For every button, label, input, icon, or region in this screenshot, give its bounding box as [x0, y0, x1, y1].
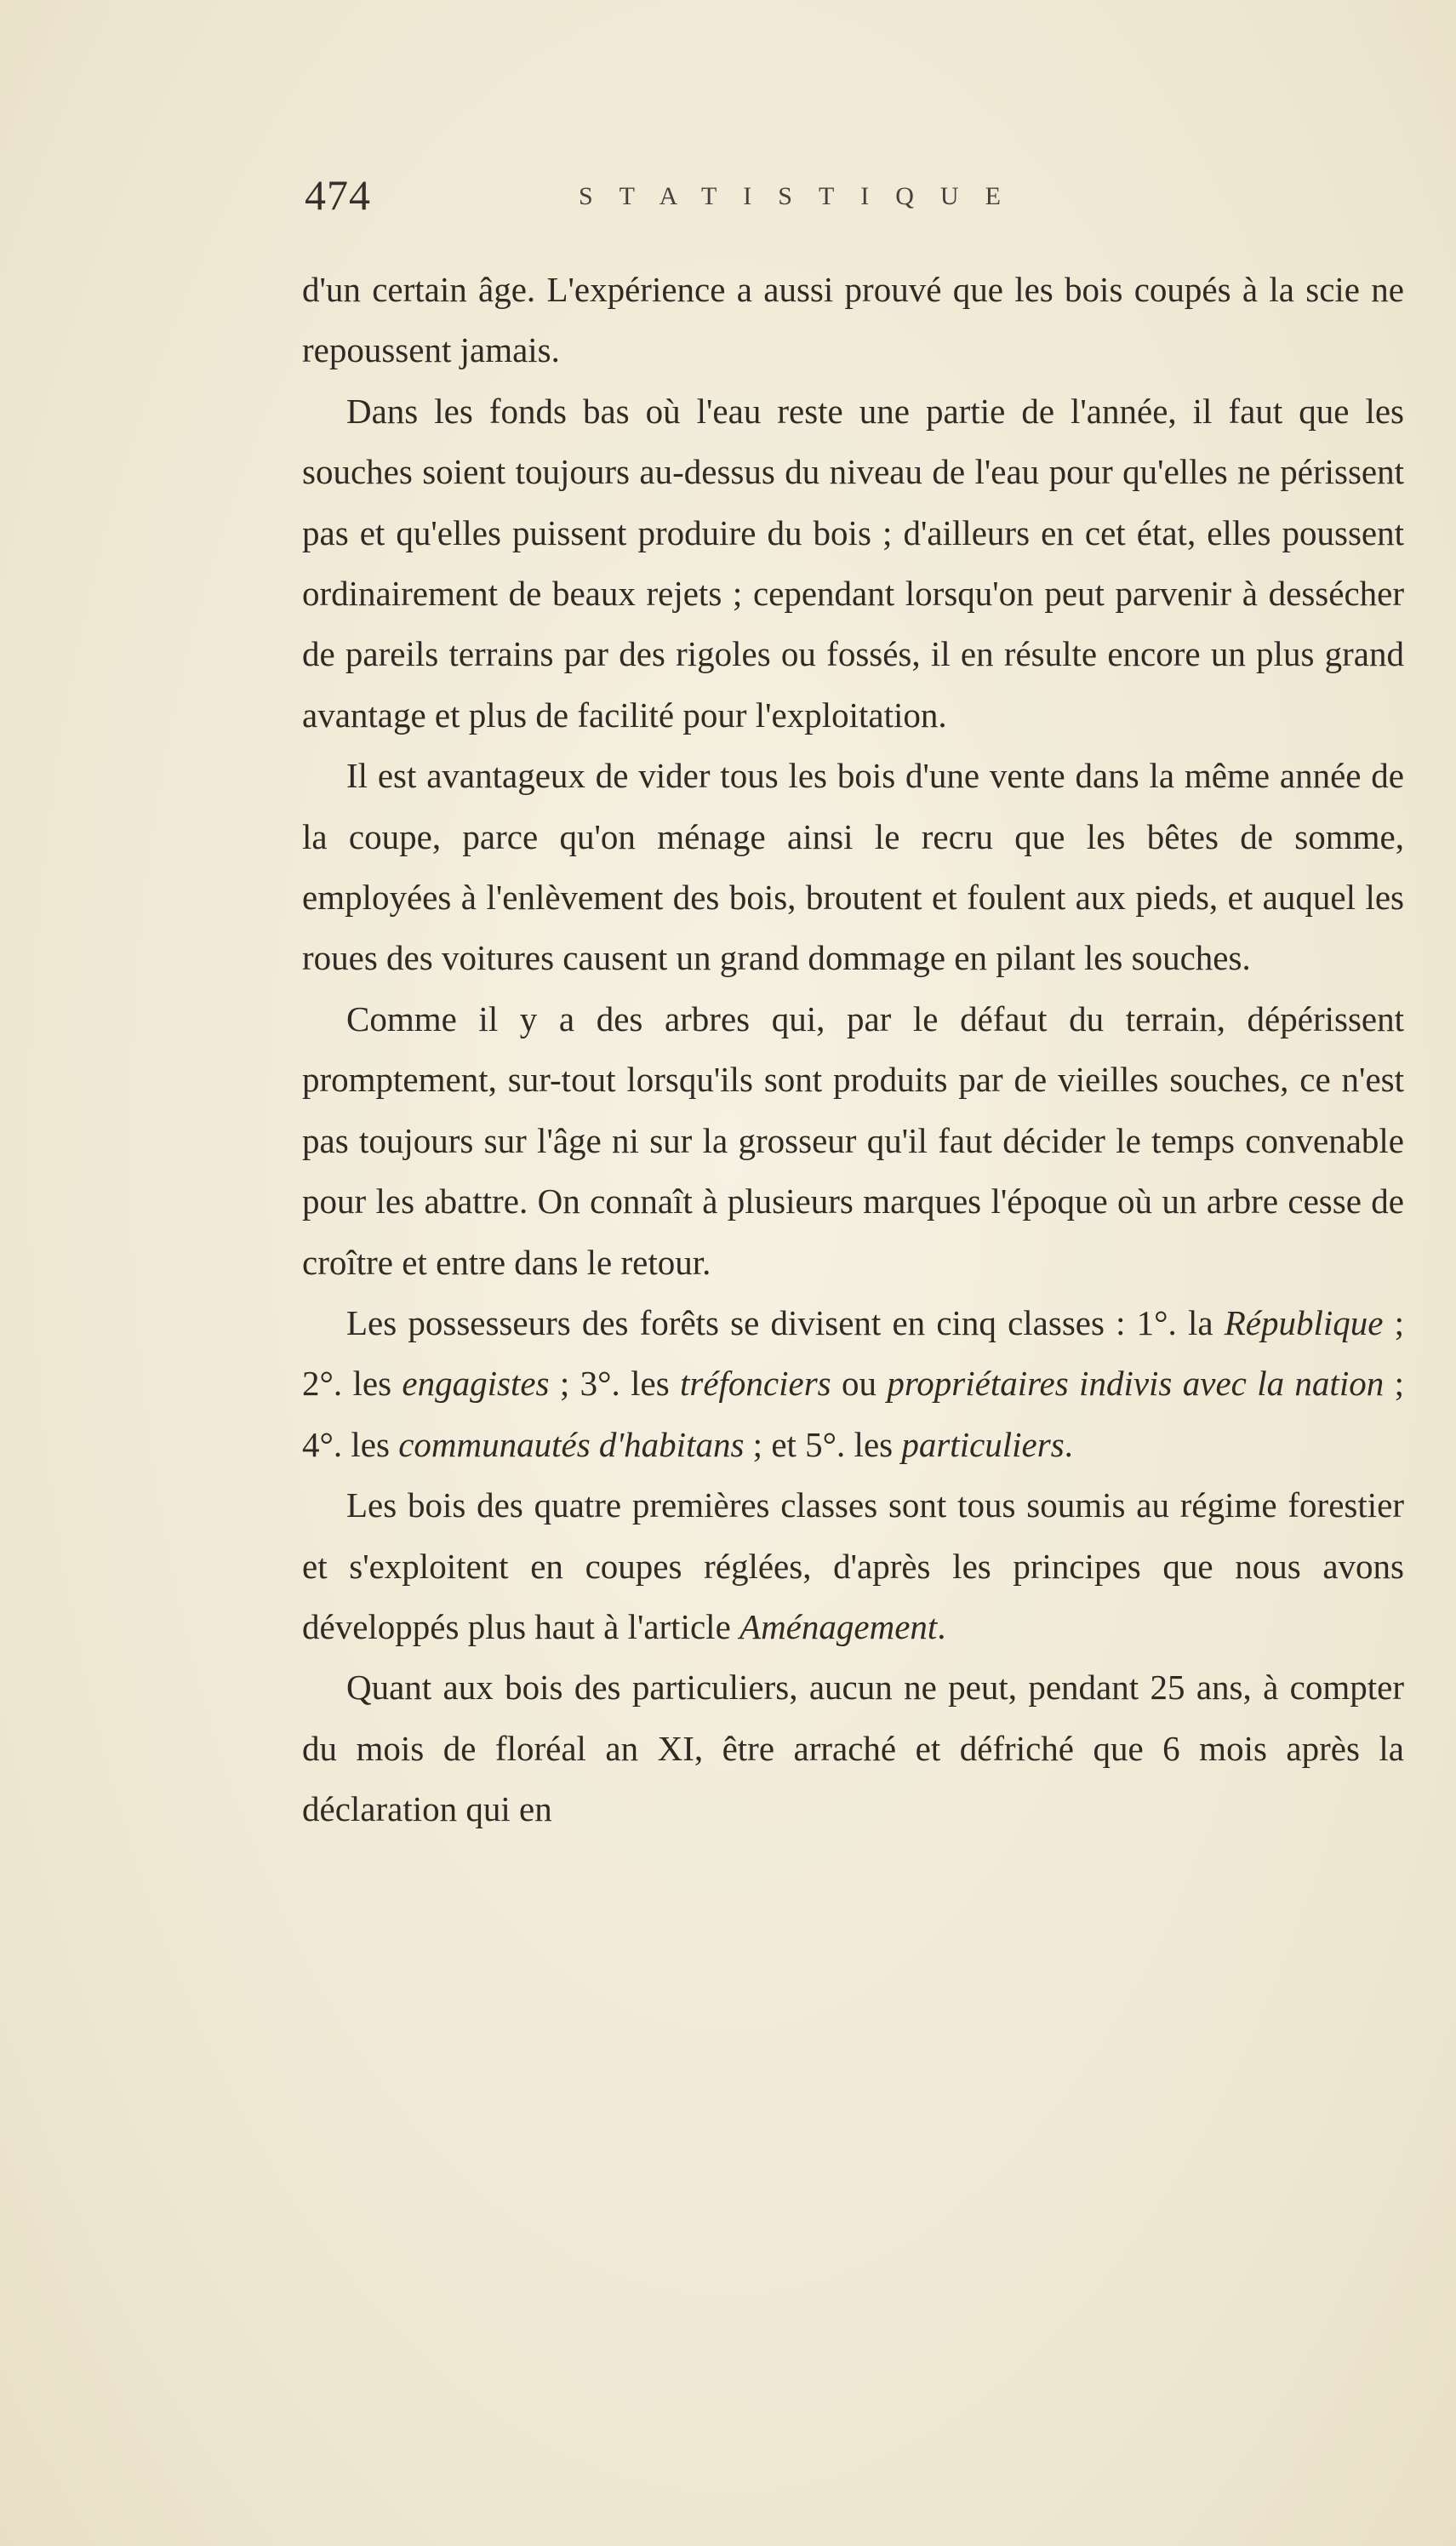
paragraph: [302, 1475, 1404, 1657]
text-run: Il est avantageux de vider tous les bois d'une vente dans la même année de la coupe, parce qu'on ménage ainsi le recru que les bêtes de somme, employées à l'enlèvement des bois, broutent et foulent aux pieds, et auquel les roues des voitures causent un grand dommage en pilant les souches.: [302, 756, 1404, 978]
text-run: .: [1064, 1424, 1073, 1464]
paragraph: [302, 260, 1404, 381]
text-run: ; 3°. les: [549, 1364, 680, 1404]
text-run: Dans les fonds bas où l'eau reste une partie de l'année, il faut que les souches soient toujours au-dessus du niveau de l'eau pour qu'elles ne périssent pas et qu'elles puissent produire du bois ; d'ailleurs en cet état, elles poussent ordinairement de beaux rejets ; cependant lorsqu'on peut parvenir à dessécher de pareils terrains par des rigoles ou fossés, il en résulte encore un plus grand avantage et plus de facilité pour l'exploitation.: [302, 391, 1404, 735]
paragraph: [302, 1657, 1404, 1839]
italic-term: Aménagement: [739, 1606, 938, 1646]
text-run: Les bois des quatre premières classes sont tous soumis au régime forestier et s'exploitent en coupes réglées, d'après les principes que nous avons développés plus haut à l'article: [302, 1485, 1404, 1646]
text-run: Quant aux bois des particuliers, aucun ne peut, pendant 25 ans, à compter du mois de floréal an XI, être arraché et défriché que 6 mois après la déclaration qui en: [302, 1668, 1404, 1829]
text-run: ou: [831, 1364, 888, 1404]
text-run: ; et 5°. les: [744, 1424, 902, 1464]
italic-term: République: [1224, 1302, 1384, 1342]
paragraph: [302, 1293, 1404, 1475]
text-run: Comme il y a des arbres qui, par le défaut du terrain, dépérissent promptement, sur-tout lorsqu'ils sont produits par de vieilles souches, ce n'est pas toujours sur l'âge ni sur la grosseur qu'il faut décider le temps convenable pour les abattre. On connaît à plusieurs marques l'époque où un arbre cesse de croître et entre dans le retour.: [302, 998, 1404, 1282]
text-run: ; 2°. les: [302, 1302, 1404, 1404]
paragraph: [302, 989, 1404, 1293]
italic-term: propriétaires indivis avec la nation: [887, 1364, 1385, 1404]
running-title: STATISTIQUE: [579, 182, 1027, 210]
page-header: [305, 170, 1402, 230]
italic-term: tréfonciers: [680, 1364, 831, 1404]
italic-term: particuliers: [901, 1424, 1065, 1464]
paragraph: [302, 381, 1404, 746]
italic-term: communautés d'habitans: [398, 1424, 745, 1464]
text-run: ; 4°. les: [302, 1364, 1404, 1464]
text-run: Les possesseurs des forêts se divisent en cinq classes : 1°. la: [346, 1302, 1225, 1342]
page-number: 474: [305, 171, 371, 219]
body-text: [302, 260, 1404, 1840]
paragraph: [302, 746, 1404, 989]
text-run: d'un certain âge. L'expérience a aussi prouvé que les bois coupés à la scie ne repoussent jamais.: [302, 270, 1404, 370]
text-run: .: [937, 1606, 946, 1646]
italic-term: engagistes: [402, 1364, 550, 1404]
